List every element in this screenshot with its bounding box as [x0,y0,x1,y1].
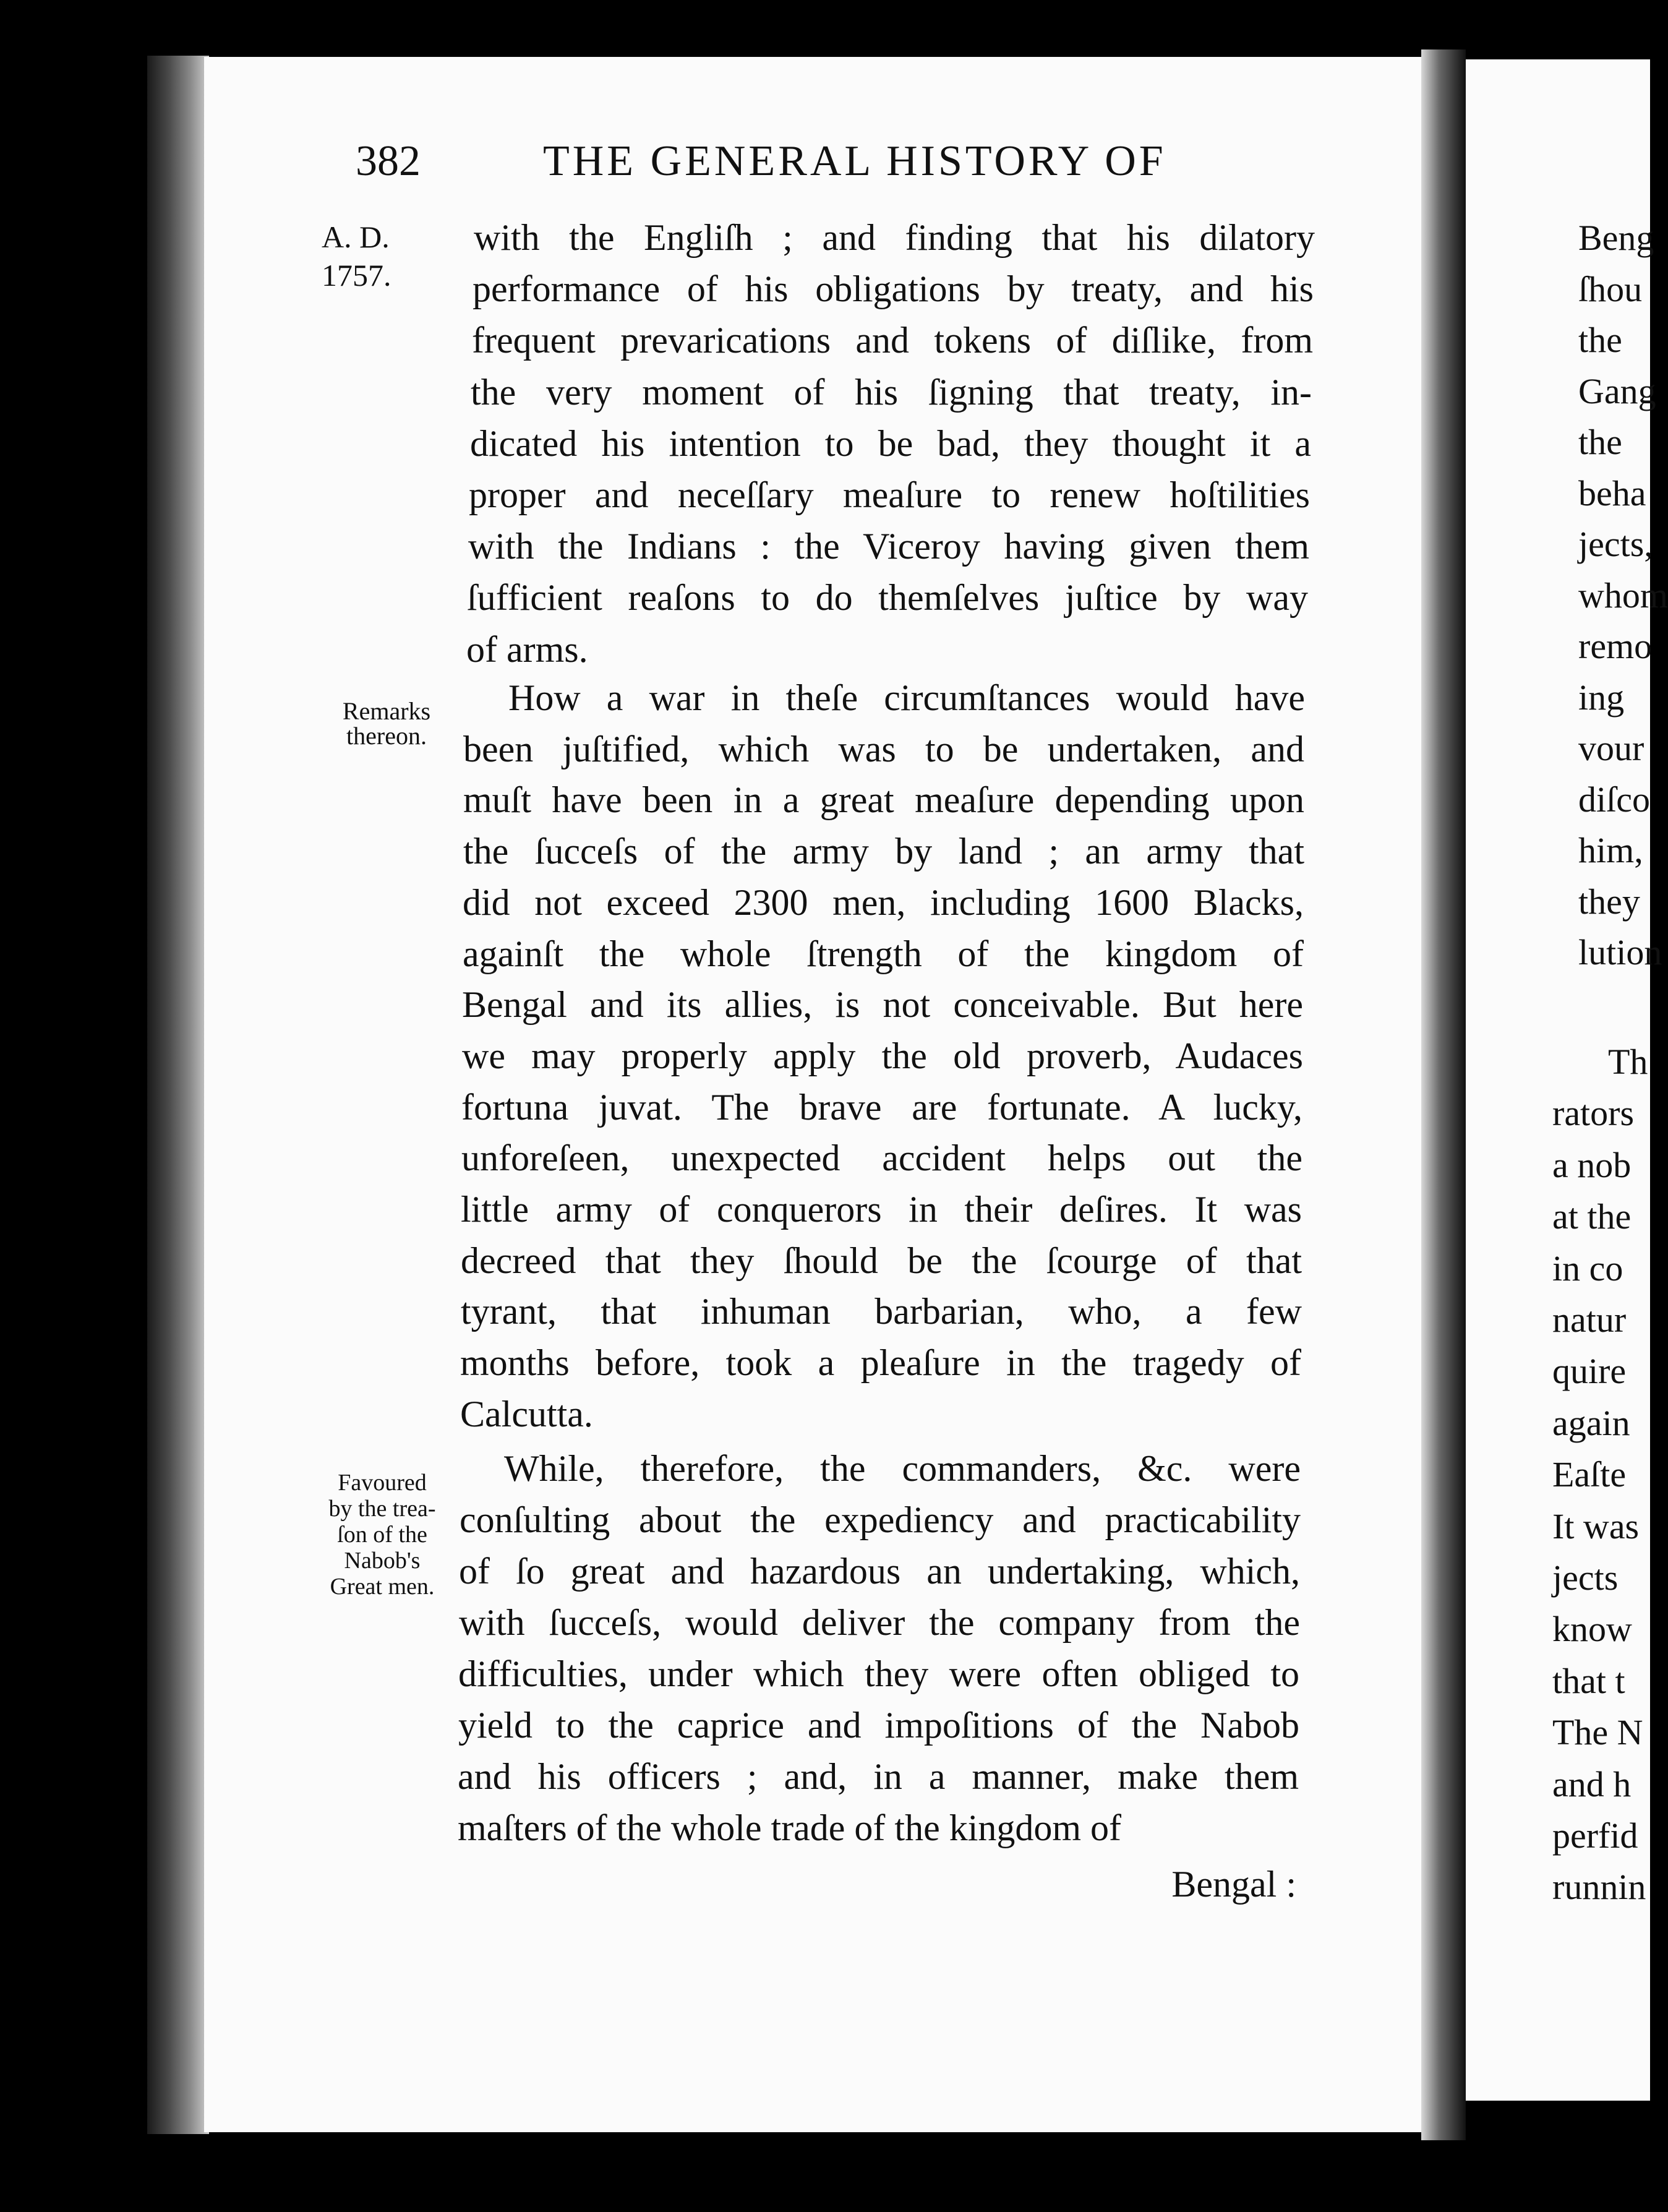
facing-page-line: quire [1552,1351,1627,1392]
body-line: months before, took a pleaſure in the tragedy of [460,1342,1301,1384]
body-line: conſulting about the expediency and practicability [460,1499,1301,1540]
margin-note-line: 1757. [322,258,391,293]
facing-page-line: they [1578,881,1640,922]
body-line: dicated his intention to be bad, they thought it a [470,422,1311,464]
body-line: Calcutta. [460,1393,593,1434]
body-line: unforeſeen, unexpected accident helps out the [461,1138,1302,1179]
facing-page-line: again [1552,1402,1630,1443]
book-spine [1421,49,1466,2140]
body-line: tyrant, that inhuman barbarian, who, a few [461,1291,1302,1332]
facing-page-line: jects, [1578,524,1653,564]
facing-page-line: Eaſte [1552,1454,1627,1495]
facing-page-line: perfid [1552,1815,1638,1856]
body-line: the very moment of his ſigning that treaty, in- [471,371,1312,413]
facing-page-line: whom [1578,575,1668,615]
page-number: 382 [356,137,421,185]
facing-page-line: a nob [1552,1144,1632,1185]
margin-note-line: Great men. [330,1574,435,1600]
facing-page-line: ing [1578,677,1625,718]
margin-note-line: by the trea- [328,1496,436,1522]
margin-note-date [322,218,445,294]
body-line: muſt have been in a great meaſure depending upon [463,779,1304,821]
body-line: How a war in theſe circumſtances would have [508,677,1305,718]
body-line: Bengal and its allies, is not conceivable. But here [462,984,1303,1026]
body-line: of arms. [466,628,588,670]
facing-page-line: It was [1552,1506,1640,1546]
facing-page-line: jects [1552,1558,1619,1598]
body-line: of ſo great and hazardous an undertaking, which, [459,1551,1300,1592]
facing-page-line: vour [1578,728,1644,768]
body-line: the ſucceſs of the army by land ; an army that [463,831,1304,872]
body-line: with the Engliſh ; and finding that his dilatory [474,217,1315,258]
facing-page-line: Beng [1578,218,1654,258]
facing-page-line: beha [1578,473,1646,513]
body-line: with ſucceſs, would deliver the company from the [459,1602,1300,1643]
margin-note-line: thereon. [346,722,427,750]
margin-note-line: A. D. [322,220,390,254]
facing-page-line: Th [1608,1042,1648,1082]
body-line: we may properly apply the old proverb, Audaces [462,1035,1303,1076]
body-line: yield to the caprice and impoſitions of the Nabob [458,1705,1299,1746]
facing-page-line: rators [1552,1093,1635,1134]
body-line: did not exceed 2300 men, including 1600 Blacks, [463,881,1304,923]
running-head-text: THE GENERAL HISTORY OF [543,137,1166,185]
margin-note-remarks [319,699,455,748]
facing-page-line: the [1578,422,1622,462]
facing-page-line: the [1578,320,1622,360]
binding-gutter [147,56,209,2134]
facing-page-line: natur [1552,1300,1627,1340]
body-line: performance of his obligations by treaty, and his [473,268,1314,310]
facing-page-line: and h [1552,1764,1632,1804]
body-line: with the Indians : the Viceroy having given them [468,526,1309,567]
body-line: While, therefore, the commanders, &c. were [504,1448,1301,1489]
facing-page-line: The N [1552,1712,1643,1753]
running-head [543,137,1166,185]
body-line: frequent prevarications and tokens of diſlike, from [472,320,1313,361]
catchword: Bengal : [1171,1864,1296,1905]
body-line: decreed that they ſhould be the ſcourge of that [461,1240,1302,1281]
facing-page-line: diſco [1578,779,1650,820]
facing-page-line: at the [1552,1196,1632,1237]
facing-page-line: ſhou [1578,268,1643,309]
body-line: been juſtified, which was to be undertaken, and [463,728,1304,769]
facing-page-line: lution [1578,932,1662,972]
facing-page-line: Gang [1578,371,1656,411]
margin-note-line: Nabob's [344,1548,421,1574]
body-line: and his officers ; and, in a manner, make them [458,1756,1299,1797]
body-line: proper and neceſſary meaſure to renew hoſtilities [469,474,1310,515]
facing-page-line: runnin [1552,1867,1646,1908]
facing-page-line: remo [1578,626,1653,666]
facing-page-line: that t [1552,1660,1625,1701]
facing-page-line: him, [1578,830,1643,870]
margin-note-line: Remarks [342,697,431,725]
body-line: fortuna juvat. The brave are fortunate. A lucky, [461,1086,1302,1128]
margin-note-line: Favoured [338,1470,427,1496]
body-line: ſufficient reaſons to do themſelves juſtice by way [467,577,1308,619]
facing-page-line: in co [1552,1248,1623,1288]
facing-page-line: know [1552,1609,1632,1650]
body-line: little army of conquerors in their deſires. It was [461,1189,1302,1230]
body-line: maſters of the whole trade of the kingdom of [458,1807,1122,1848]
body-line: againſt the whole ſtrength of the kingdom of [463,933,1304,974]
body-line: difficulties, under which they were often obliged to [458,1653,1299,1694]
margin-note-favoured [314,1470,450,1600]
margin-note-line: ſon of the [337,1522,427,1548]
